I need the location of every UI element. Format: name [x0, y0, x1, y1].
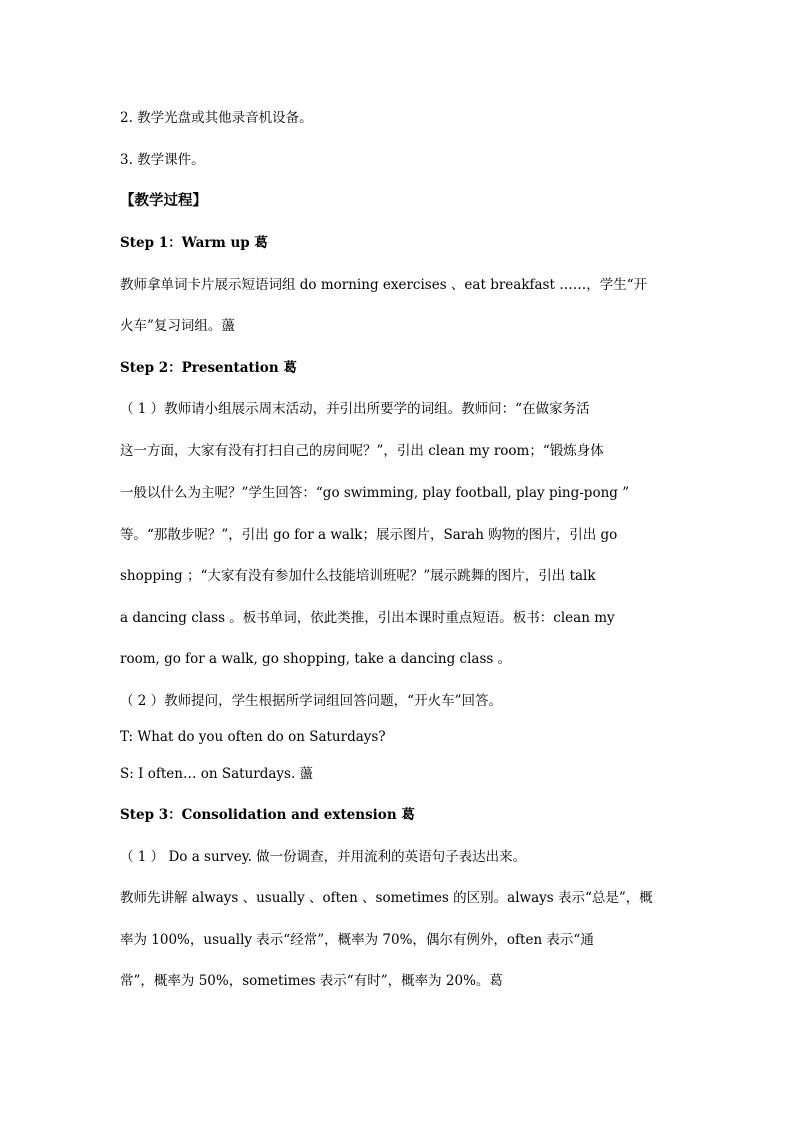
step2-title: Step 2：Presentation 葛 — [120, 360, 297, 376]
step2-line: （ 2 ）教师提问，学生根据所学词组回答问题，“开火车”回答。 — [120, 693, 502, 709]
step2-line: shopping ；“大家有没有参加什么技能培训班呢？”展示跳舞的图片，引出 talk — [120, 568, 596, 584]
step1-title: Step 1：Warm up 葛 — [120, 235, 268, 251]
material-item-disc: 2. 教学光盘或其他录音机设备。 — [120, 110, 313, 126]
step1-line: 火车”复习词组。蘯 — [120, 318, 235, 334]
step2-line: 这一方面，大家有没有打扫自己的房间呢？”，引出 clean my room；“锻炼身体 — [120, 443, 604, 459]
step2-line: room, go for a walk, go shopping, take a dancing class 。 — [120, 651, 512, 667]
step3-line: 教师先讲解 always 、usually 、often 、sometimes 的区别。always 表示“总是”，概 — [120, 890, 653, 906]
step2-dialogue-teacher: T: What do you often do on Saturdays? — [120, 729, 386, 745]
step2-line: 一般以什么为主呢？”学生回答：“go swimming, play football, play ping-pong ” — [120, 485, 630, 501]
step3-line: 常”，概率为 50%，sometimes 表示“有时”，概率为 20%。葛 — [120, 973, 503, 989]
step3-line: 率为 100%，usually 表示“经常”，概率为 70%，偶尔有例外，often 表示“通 — [120, 932, 594, 948]
step1-line: 教师拿单词卡片展示短语词组 do morning exercises 、eat breakfast ……，学生“开 — [120, 277, 648, 293]
step3-title: Step 3：Consolidation and extension 葛 — [120, 807, 415, 823]
step2-line: （ 1 ）教师请小组展示周末活动，并引出所要学的词组。教师问：“在做家务活 — [120, 401, 590, 417]
step2-dialogue-student: S: I often… on Saturdays. 蘯 — [120, 766, 314, 782]
section-heading: 【教学过程】 — [120, 192, 207, 209]
material-item-courseware: 3. 教学课件。 — [120, 152, 205, 168]
step3-line: （ 1 ） Do a survey. 做一份调查，并用流利的英语句子表达出来。 — [120, 849, 527, 865]
step2-line: 等。“那散步呢？”，引出 go for a walk；展示图片，Sarah 购物的图片，引出 go — [120, 527, 618, 543]
step2-line: a dancing class 。板书单词，依此类推，引出本课时重点短语。板书：clean my — [120, 610, 615, 626]
